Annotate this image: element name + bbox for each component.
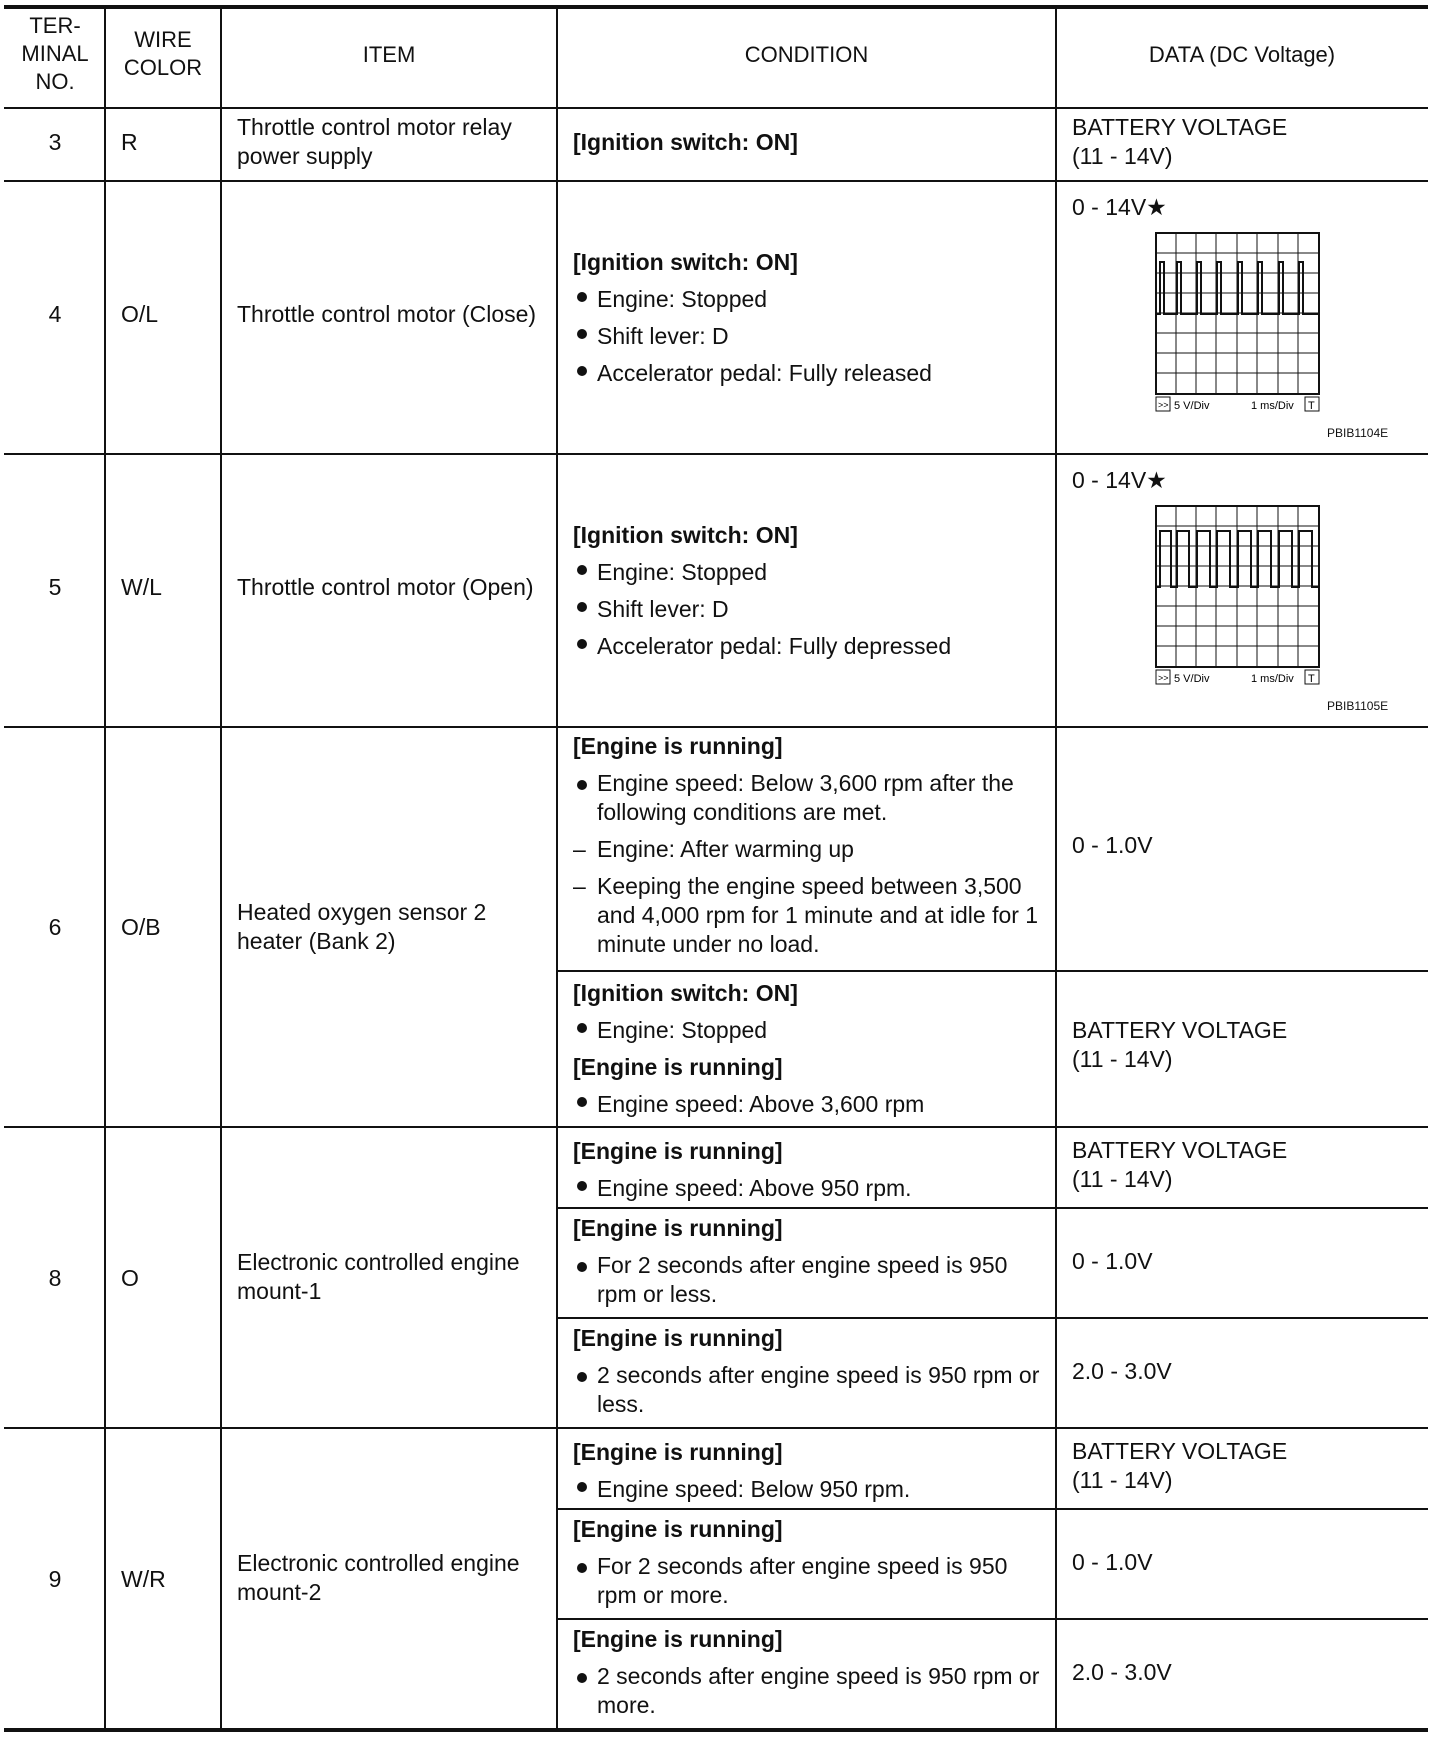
- row-divider: [4, 1126, 1428, 1128]
- condition-heading: [Engine is running]: [573, 1439, 783, 1465]
- condition-line: minute under no load.: [597, 931, 820, 957]
- scope-trigger-marker: T: [1308, 673, 1315, 685]
- data-line: BATTERY VOLTAGE: [1072, 1438, 1288, 1464]
- condition-subitem: – Engine: After warming up: [573, 835, 1053, 864]
- condition-line: 2 seconds after engine speed is 950 rpm or: [597, 1663, 1040, 1689]
- scope-trigger-marker: T: [1308, 400, 1315, 412]
- item-line: Heated oxygen sensor 2: [237, 899, 487, 925]
- figure-code: PBIB1105E: [1327, 699, 1389, 713]
- condition-heading: [Engine is running]: [573, 1215, 783, 1241]
- condition-block: [573, 1434, 1048, 1508]
- condition-block: [573, 1214, 1048, 1309]
- subrow-divider: [558, 1207, 1428, 1209]
- header-condition: CONDITION: [744, 42, 869, 67]
- data-value: [1072, 1136, 1287, 1194]
- table-bottom-rule: [4, 1728, 1428, 1732]
- header-line: MINAL: [21, 41, 89, 66]
- condition-item: [573, 769, 1053, 827]
- data-line: (11 - 14V): [1072, 1166, 1173, 1192]
- condition-line: For 2 seconds after engine speed is 950: [597, 1252, 1008, 1278]
- item-text: [237, 1549, 547, 1607]
- wire-color: R: [121, 129, 138, 155]
- condition-line: less.: [597, 1391, 645, 1417]
- item-text: [237, 113, 547, 171]
- wire-color: O/L: [121, 301, 159, 327]
- row-divider: [4, 726, 1428, 728]
- condition-item: [573, 1251, 1048, 1309]
- terminal-no: 3: [48, 129, 62, 155]
- condition-heading: [Engine is running]: [573, 1138, 783, 1164]
- condition-heading: [Ignition switch: ON]: [573, 522, 798, 548]
- condition-line: rpm or more.: [597, 1582, 729, 1608]
- data-line: BATTERY VOLTAGE: [1072, 114, 1288, 140]
- condition-item: [573, 1552, 1048, 1610]
- condition-line: 2 seconds after engine speed is 950 rpm or: [597, 1362, 1040, 1388]
- data-value: [1072, 1437, 1287, 1495]
- header-line: TER-: [29, 13, 81, 38]
- condition-item: Engine speed: Above 950 rpm.: [573, 1170, 1048, 1207]
- condition-item: Shift lever: D: [573, 591, 1048, 628]
- condition-block: [573, 1625, 1048, 1720]
- condition-line: and 4,000 rpm for 1 minute and at idle for 1: [597, 902, 1039, 928]
- item-text: [237, 1248, 547, 1306]
- terminal-no: 5: [48, 574, 62, 600]
- condition-line: Engine speed: Below 3,600 rpm after the: [597, 770, 1014, 796]
- item-text: Throttle control motor (Open): [237, 574, 534, 600]
- oscilloscope-waveform: [1155, 232, 1325, 415]
- wire-color: O: [121, 1265, 139, 1291]
- condition-block: [573, 1133, 1048, 1207]
- condition-line: rpm or less.: [597, 1281, 718, 1307]
- condition-line: – Keeping the engine speed between 3,500: [597, 873, 1022, 899]
- condition-block: [573, 975, 1048, 1123]
- item-line: heater (Bank 2): [237, 928, 396, 954]
- row-divider: [4, 453, 1428, 455]
- condition-block: [573, 1324, 1048, 1419]
- header-bottom-rule: [4, 107, 1428, 109]
- wire-color: W/L: [121, 574, 162, 600]
- condition-heading: [Engine is running]: [573, 733, 783, 759]
- condition-item: Engine: Stopped: [573, 1012, 1048, 1049]
- scope-time-div: 1 ms/Div: [1251, 673, 1294, 685]
- subrow-divider: [558, 970, 1428, 972]
- data-value: [1072, 1016, 1287, 1074]
- condition-block: [573, 1515, 1048, 1610]
- column-divider: [104, 7, 106, 1730]
- data-line: BATTERY VOLTAGE: [1072, 1017, 1288, 1043]
- table-top-rule: [4, 5, 1428, 9]
- subrow-divider: [558, 1317, 1428, 1319]
- condition-item: Accelerator pedal: Fully depressed: [573, 628, 1048, 665]
- condition-item: Shift lever: D: [573, 318, 1048, 355]
- data-value: 2.0 - 3.0V: [1072, 1358, 1172, 1384]
- header-line: WIRE: [134, 27, 192, 52]
- oscilloscope-waveform: [1155, 505, 1325, 688]
- item-line: Throttle control motor relay: [237, 114, 512, 140]
- condition-heading: [Engine is running]: [573, 1054, 783, 1080]
- condition-item: Accelerator pedal: Fully released: [573, 355, 1048, 392]
- condition-line: For 2 seconds after engine speed is 950: [597, 1553, 1008, 1579]
- data-line: (11 - 14V): [1072, 1046, 1173, 1072]
- condition-heading: [Ignition switch: ON]: [573, 249, 798, 275]
- header-item: ITEM: [362, 42, 416, 67]
- row-divider: [4, 1427, 1428, 1429]
- data-line: (11 - 14V): [1072, 143, 1173, 169]
- terminal-no: 4: [48, 301, 62, 327]
- item-text: [237, 898, 547, 956]
- column-divider: [556, 7, 558, 1730]
- data-line: (11 - 14V): [1072, 1467, 1173, 1493]
- condition-item: Engine speed: Above 3,600 rpm: [573, 1086, 1048, 1123]
- header-data: DATA (DC Voltage): [1148, 42, 1336, 67]
- terminal-no: 6: [48, 914, 62, 940]
- scope-arrow: >>: [1158, 400, 1169, 410]
- condition-heading: [Ignition switch: ON]: [573, 129, 798, 155]
- condition-line: more.: [597, 1692, 656, 1718]
- condition-item: [573, 1361, 1048, 1419]
- data-value: 0 - 14V★: [1072, 194, 1167, 220]
- data-value: 0 - 1.0V: [1072, 832, 1153, 858]
- data-value: 0 - 1.0V: [1072, 1549, 1153, 1575]
- data-value: 0 - 1.0V: [1072, 1248, 1153, 1274]
- data-value: 0 - 14V★: [1072, 467, 1167, 493]
- item-line: Electronic controlled engine: [237, 1249, 520, 1275]
- scope-time-div: 1 ms/Div: [1251, 400, 1294, 412]
- header-wire-color: [106, 26, 220, 82]
- terminal-no: 8: [48, 1265, 62, 1291]
- condition-heading: [Engine is running]: [573, 1325, 783, 1351]
- item-line: mount-1: [237, 1278, 322, 1304]
- condition-block: [573, 517, 1048, 665]
- subrow-divider: [558, 1508, 1428, 1510]
- condition-block: [573, 244, 1048, 392]
- terminal-no: 9: [48, 1566, 62, 1592]
- wire-color: O/B: [121, 914, 161, 940]
- item-line: mount-2: [237, 1579, 322, 1605]
- subrow-divider: [558, 1618, 1428, 1620]
- wire-color: W/R: [121, 1566, 166, 1592]
- condition-item: [573, 1662, 1048, 1720]
- condition-subitem: [573, 872, 1053, 959]
- scope-volt-div: 5 V/Div: [1174, 400, 1210, 412]
- header-line: NO.: [35, 69, 75, 94]
- item-line: Electronic controlled engine: [237, 1550, 520, 1576]
- data-line: BATTERY VOLTAGE: [1072, 1137, 1288, 1163]
- header-terminal-no: [6, 12, 104, 96]
- condition-item: Engine: Stopped: [573, 554, 1048, 591]
- scope-volt-div: 5 V/Div: [1174, 673, 1210, 685]
- figure-code: PBIB1104E: [1327, 426, 1389, 440]
- condition-item: Engine speed: Below 950 rpm.: [573, 1471, 1048, 1508]
- column-divider: [220, 7, 222, 1730]
- condition-block: [573, 732, 1053, 959]
- condition-heading: [Engine is running]: [573, 1516, 783, 1542]
- condition-heading: [Engine is running]: [573, 1626, 783, 1652]
- item-text: Throttle control motor (Close): [237, 301, 537, 327]
- data-value: 2.0 - 3.0V: [1072, 1659, 1172, 1685]
- scope-arrow: >>: [1158, 673, 1169, 683]
- condition-heading: [Ignition switch: ON]: [573, 980, 798, 1006]
- condition-line: following conditions are met.: [597, 799, 888, 825]
- row-divider: [4, 180, 1428, 182]
- data-value: [1072, 113, 1287, 171]
- item-line: power supply: [237, 143, 373, 169]
- condition-item: Engine: Stopped: [573, 281, 1048, 318]
- column-divider: [1055, 7, 1057, 1730]
- header-line: COLOR: [123, 55, 203, 80]
